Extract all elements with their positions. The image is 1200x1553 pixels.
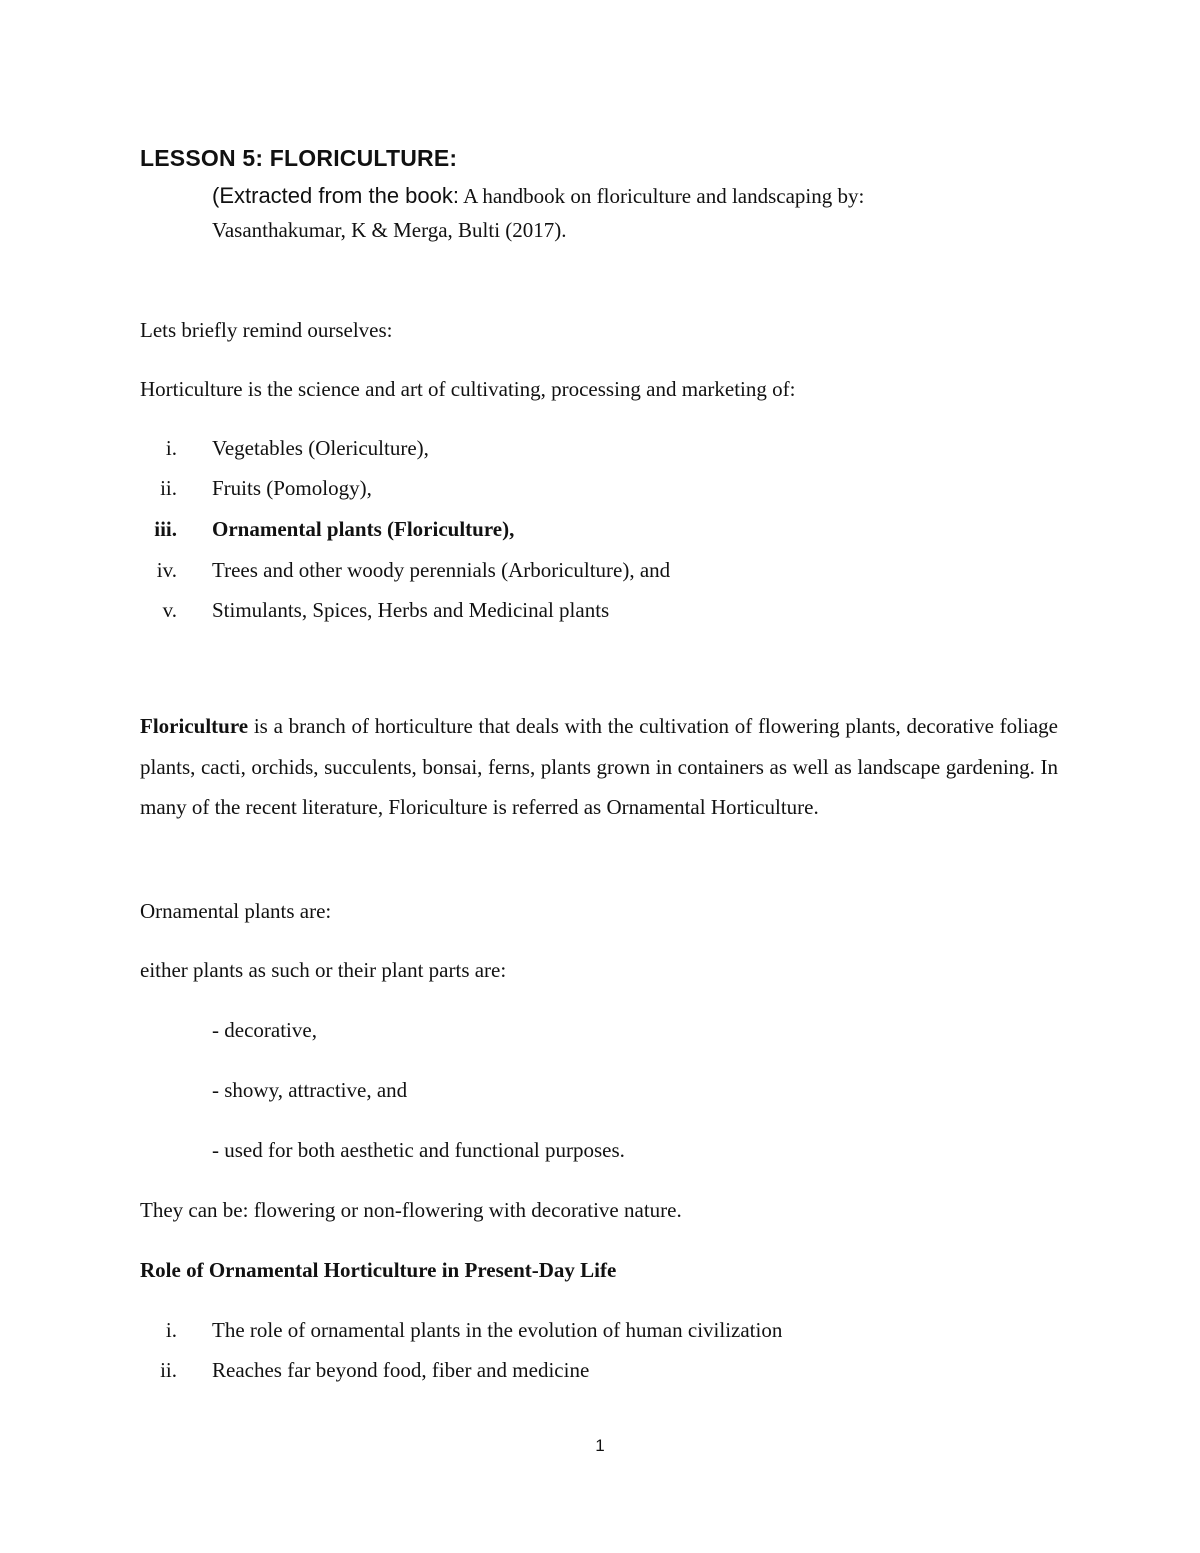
page-number: 1 — [595, 1436, 605, 1455]
list-numeral: ii. — [160, 1358, 177, 1382]
ornamental-nature: They can be: flowering or non-flowering with decorative nature. — [140, 1198, 682, 1222]
source-citation — [212, 184, 864, 208]
source-authors: Vasanthakumar, K & Merga, Bulti (2017). — [212, 218, 567, 242]
list-item-text: Stimulants, Spices, Herbs and Medicinal plants — [212, 598, 610, 622]
ornamental-lead: either plants as such or their plant parts are: — [140, 958, 507, 982]
trait-item: - decorative, — [212, 1018, 317, 1042]
list-item-text: Vegetables (Olericulture), — [212, 436, 429, 460]
lesson-title: LESSON 5: FLORICULTURE: — [140, 145, 458, 171]
source-book: A handbook on floriculture and landscaping by: — [459, 184, 865, 208]
list-numeral: i. — [165, 1318, 177, 1342]
list-item-text: Ornamental plants (Floriculture), — [212, 517, 515, 541]
list-item-text: Fruits (Pomology), — [212, 476, 372, 500]
trait-item: - used for both aesthetic and functional purposes. — [212, 1138, 625, 1162]
list-item-text: The role of ornamental plants in the evolution of human civilization — [212, 1318, 783, 1342]
trait-item: - showy, attractive, and — [212, 1078, 408, 1102]
floriculture-definition-text: is a branch of horticulture that deals with the cultivation of flowering plants, decorative foliage plants, cacti, orchids, succulents, bonsai, ferns, plants grown in containers as well as landscape gardening. In many of the recent literature, Floriculture is referred as Ornamental Horticulture. — [140, 714, 1058, 819]
list-item-text: Reaches far beyond food, fiber and medicine — [212, 1358, 590, 1382]
list-numeral: iii. — [154, 517, 177, 541]
list-numeral: i. — [165, 436, 177, 460]
horticulture-intro: Horticulture is the science and art of cultivating, processing and marketing of: — [140, 377, 796, 401]
ornamental-intro: Ornamental plants are: — [140, 899, 332, 923]
floriculture-term: Floriculture — [140, 714, 249, 738]
source-prefix: (Extracted from the book: — [212, 183, 459, 208]
role-heading: Role of Ornamental Horticulture in Present-Day Life — [140, 1258, 617, 1282]
list-numeral: ii. — [160, 476, 177, 500]
floriculture-definition — [140, 706, 1058, 828]
reminder-text: Lets briefly remind ourselves: — [140, 318, 393, 342]
list-numeral: iv. — [156, 558, 177, 582]
list-item-text: Trees and other woody perennials (Arboriculture), and — [212, 558, 671, 582]
list-numeral: v. — [162, 598, 177, 622]
